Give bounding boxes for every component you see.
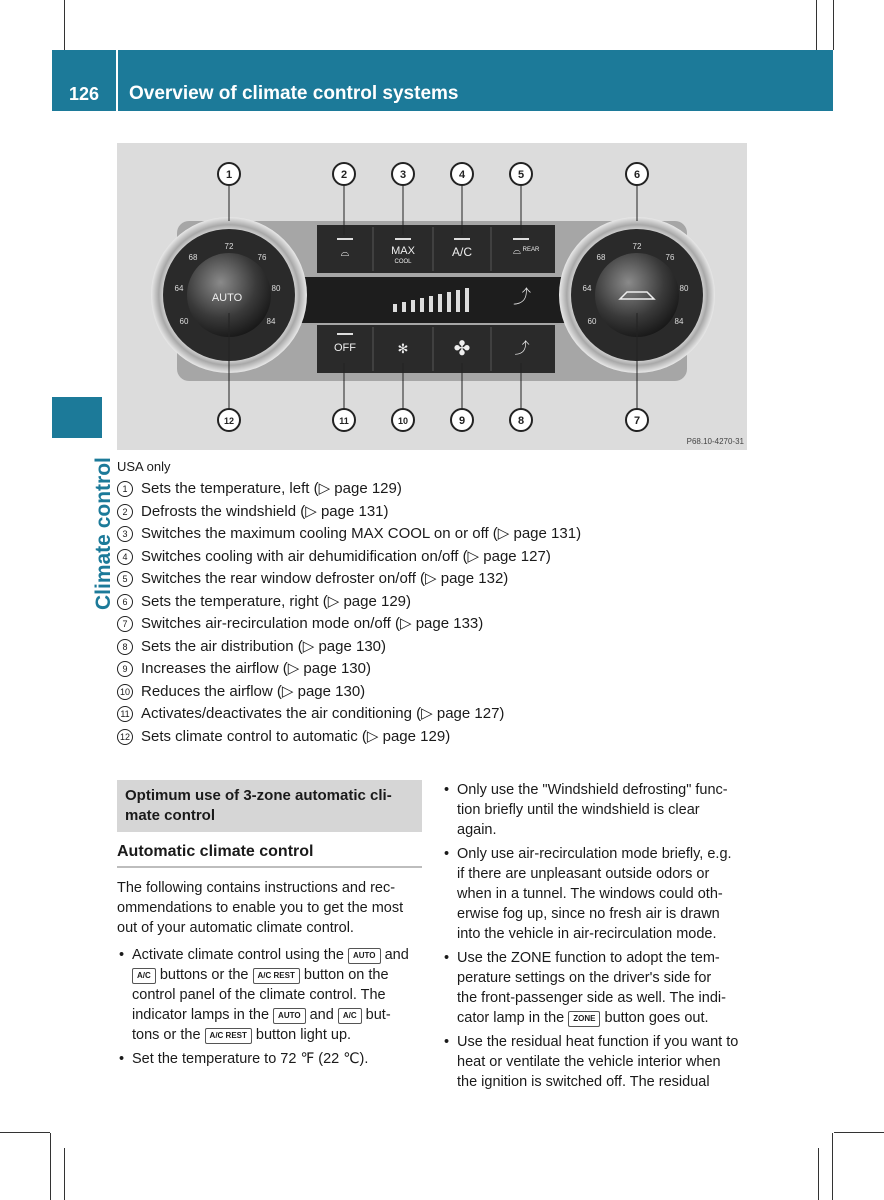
dial-tick-label: 80 <box>679 284 689 293</box>
legend-text: Sets the air distribution (▷ page 130) <box>141 637 387 655</box>
crop-mark <box>64 1148 65 1200</box>
dial-tick-label: 60 <box>179 317 189 326</box>
callout-8: 8 <box>517 415 525 427</box>
legend-item <box>117 523 581 546</box>
legend-number: 5 <box>117 571 133 587</box>
legend-text: Reduces the airflow (▷ page 130) <box>141 682 366 700</box>
crop-mark <box>816 0 817 50</box>
bullet-item <box>442 1032 752 1092</box>
callout-10: 10 <box>397 416 409 426</box>
text-line: control panel of the climate control. The <box>132 987 386 1003</box>
legend-text: Increases the airflow (▷ page 130) <box>141 660 371 677</box>
text-span: and <box>309 1007 334 1023</box>
text-line: perature settings on the driver's side for <box>457 970 712 986</box>
text-span: button on the <box>303 967 389 983</box>
crop-mark <box>64 0 65 50</box>
page-title: Overview of climate control systems <box>129 83 459 104</box>
left-column <box>117 780 422 1069</box>
indicator-lamp <box>337 238 353 240</box>
ac-key-icon: A/C <box>338 1008 362 1024</box>
button-off-label: OFF <box>334 342 356 354</box>
rear-defrost-icon: ⌓ <box>513 246 521 257</box>
legend-item <box>117 726 581 749</box>
bullet-item <box>442 780 752 840</box>
text-span: and <box>384 947 409 963</box>
text-line <box>132 965 422 985</box>
text-line: Only use the "Windshield defrosting" func- <box>457 782 728 798</box>
legend-item <box>117 478 581 501</box>
indicator-lamp <box>513 238 529 240</box>
text-line: The following contains instructions and rec- <box>117 880 396 896</box>
dial-tick-label: 80 <box>271 284 281 293</box>
bullet-item <box>117 1049 422 1069</box>
bullet-dot: • <box>444 1034 450 1050</box>
windshield-defrost-icon: ⌓ <box>340 246 350 259</box>
callout-9: 9 <box>458 415 466 427</box>
text-line: if there are unpleasant outside odors or <box>457 866 710 882</box>
text-span: button light up. <box>255 1027 352 1043</box>
button-ac-label: A/C <box>451 245 473 259</box>
section-title-line: Optimum use of 3-zone automatic cli- <box>125 787 392 804</box>
legend-number: 12 <box>117 729 133 745</box>
bullet-item <box>442 948 752 1028</box>
crop-mark <box>0 1132 50 1133</box>
text-line: tion briefly until the windshield is clear <box>457 802 700 818</box>
legend-region-note: USA only <box>117 459 171 474</box>
callout-2: 2 <box>340 169 348 181</box>
legend-number: 11 <box>117 706 133 722</box>
legend-item <box>117 658 581 681</box>
callout-1: 1 <box>225 169 233 181</box>
ac-rest-key-icon: A/C REST <box>205 1028 252 1044</box>
ac-rest-key-icon: A/C REST <box>253 968 300 984</box>
legend-item <box>117 636 581 659</box>
callout-11: 11 <box>339 416 349 426</box>
right-column <box>442 780 752 1092</box>
crop-mark <box>832 1133 833 1200</box>
text-span: tons or the <box>132 1027 201 1043</box>
indicator-lamp <box>337 333 353 335</box>
section-title-line: mate control <box>125 807 216 824</box>
crop-mark <box>818 1148 819 1200</box>
bullet-item <box>117 945 422 1045</box>
legend-item <box>117 613 581 636</box>
side-tab-label: Climate control <box>92 457 115 610</box>
text-span: Activate climate control using the <box>132 947 344 963</box>
text-line: Set the temperature to 72 ℉ (22 ℃). <box>132 1051 369 1067</box>
subheading: Automatic climate control <box>117 842 422 868</box>
dial-tick-label: 68 <box>188 253 198 262</box>
dial-tick-label: 76 <box>665 253 675 262</box>
text-line: Use the ZONE function to adopt the tem- <box>457 950 720 966</box>
text-line <box>132 1005 422 1025</box>
legend-item <box>117 591 581 614</box>
button-cool-label: COOL <box>394 259 412 265</box>
legend-text: Sets the temperature, right (▷ page 129) <box>141 592 412 610</box>
text-span: cator lamp in the <box>457 1010 565 1026</box>
legend-item <box>117 501 581 524</box>
dial-tick-label: 72 <box>224 242 234 251</box>
text-line: the ignition is switched off. The residual <box>457 1074 710 1090</box>
legend-number: 1 <box>117 481 133 497</box>
text-line: heat or ventilate the vehicle interior when <box>457 1054 721 1070</box>
dial-tick-label: 72 <box>632 242 642 251</box>
text-line: out of your automatic climate control. <box>117 920 354 936</box>
legend-text: Switches the maximum cooling MAX COOL on or off (▷ page 131) <box>141 525 582 542</box>
page-number: 126 <box>68 84 100 104</box>
auto-key-icon: AUTO <box>348 948 381 964</box>
display-strip <box>277 277 597 323</box>
bullet-item <box>442 844 752 944</box>
air-distribution-display-icon: ⤴ <box>513 287 531 308</box>
bullet-dot: • <box>444 782 450 798</box>
intro-paragraph <box>117 878 422 938</box>
dial-auto-label: AUTO <box>211 292 243 304</box>
text-line: when in a tunnel. The windows could oth- <box>457 886 723 902</box>
legend-text: Sets the temperature, left (▷ page 129) <box>141 480 402 497</box>
crop-mark <box>50 1133 51 1200</box>
text-span: buttons or the <box>159 967 249 983</box>
crop-mark <box>833 0 834 50</box>
legend-number: 9 <box>117 661 133 677</box>
header-divider <box>116 50 118 111</box>
text-line <box>132 945 422 965</box>
legend-item <box>117 568 581 591</box>
text-line: erwise fog up, since no fresh air is drawn <box>457 906 720 922</box>
legend-item <box>117 546 581 569</box>
legend-text: Switches air-recirculation mode on/off (▷ page 133) <box>141 615 484 632</box>
legend-number: 3 <box>117 526 133 542</box>
side-tab <box>52 397 102 438</box>
callout-3: 3 <box>399 169 407 181</box>
text-line: ommendations to enable you to get the most <box>117 900 404 916</box>
legend-text: Switches cooling with air dehumidification on/off (▷ page 127) <box>141 547 551 565</box>
text-span: indicator lamps in the <box>132 1007 270 1023</box>
bullet-dot: • <box>444 846 450 862</box>
ac-key-icon: A/C <box>132 968 156 984</box>
figure-code: P68.10-4270-31 <box>686 437 744 446</box>
section-box-title <box>117 780 422 832</box>
callout-5: 5 <box>517 169 525 181</box>
text-span: button goes out. <box>604 1010 709 1026</box>
dial-tick-label: 64 <box>582 284 592 293</box>
legend-text: Defrosts the windshield (▷ page 131) <box>141 502 389 520</box>
dial-tick-label: 84 <box>674 317 684 326</box>
indicator-lamp <box>454 238 470 240</box>
bullet-dot: • <box>444 950 450 966</box>
callout-7: 7 <box>633 415 641 427</box>
bullet-dot: • <box>119 947 125 963</box>
button-rear-label: REAR <box>522 247 540 253</box>
text-line: again. <box>457 822 497 838</box>
legend-number: 2 <box>117 504 133 520</box>
text-line: Use the residual heat function if you want to <box>457 1034 739 1050</box>
text-span: but- <box>365 1007 391 1023</box>
bullet-dot: • <box>119 1051 125 1067</box>
auto-key-icon: AUTO <box>273 1008 306 1024</box>
fan-low-icon: ✻ <box>397 342 409 357</box>
dial-tick-label: 64 <box>174 284 184 293</box>
page-header <box>52 50 833 111</box>
button-max-label: MAX <box>391 245 415 257</box>
legend-number: 8 <box>117 639 133 655</box>
legend-list <box>117 478 581 748</box>
crop-mark <box>834 1132 884 1133</box>
text-line: Only use air-recirculation mode briefly, e.g. <box>457 846 732 862</box>
text-line <box>457 1008 752 1028</box>
climate-control-figure <box>117 143 747 450</box>
dial-tick-label: 60 <box>587 317 597 326</box>
callout-6: 6 <box>633 169 641 181</box>
legend-number: 6 <box>117 594 133 610</box>
callout-4: 4 <box>458 169 466 181</box>
legend-number: 10 <box>117 684 133 700</box>
text-line: the front-passenger side as well. The indi- <box>457 990 726 1006</box>
dial-tick-label: 68 <box>596 253 606 262</box>
text-line: into the vehicle in air-recirculation mode. <box>457 926 717 942</box>
legend-number: 7 <box>117 616 133 632</box>
climate-panel-illustration <box>117 143 747 450</box>
indicator-lamp <box>395 238 411 240</box>
text-line <box>132 1025 422 1045</box>
legend-item <box>117 681 581 704</box>
legend-text: Sets climate control to automatic (▷ page 129) <box>141 727 451 745</box>
callout-12: 12 <box>223 416 235 426</box>
dial-tick-label: 84 <box>266 317 276 326</box>
air-distribution-icon: ⤴ <box>514 339 530 357</box>
fan-high-icon: ✤ <box>453 336 471 360</box>
legend-item <box>117 703 581 726</box>
legend-number: 4 <box>117 549 133 565</box>
legend-text: Switches the rear window defroster on/off (▷ page 132) <box>141 570 509 587</box>
legend-text: Activates/deactivates the air conditioning (▷ page 127) <box>141 705 505 722</box>
zone-key-icon: ZONE <box>568 1011 600 1027</box>
dial-tick-label: 76 <box>257 253 267 262</box>
